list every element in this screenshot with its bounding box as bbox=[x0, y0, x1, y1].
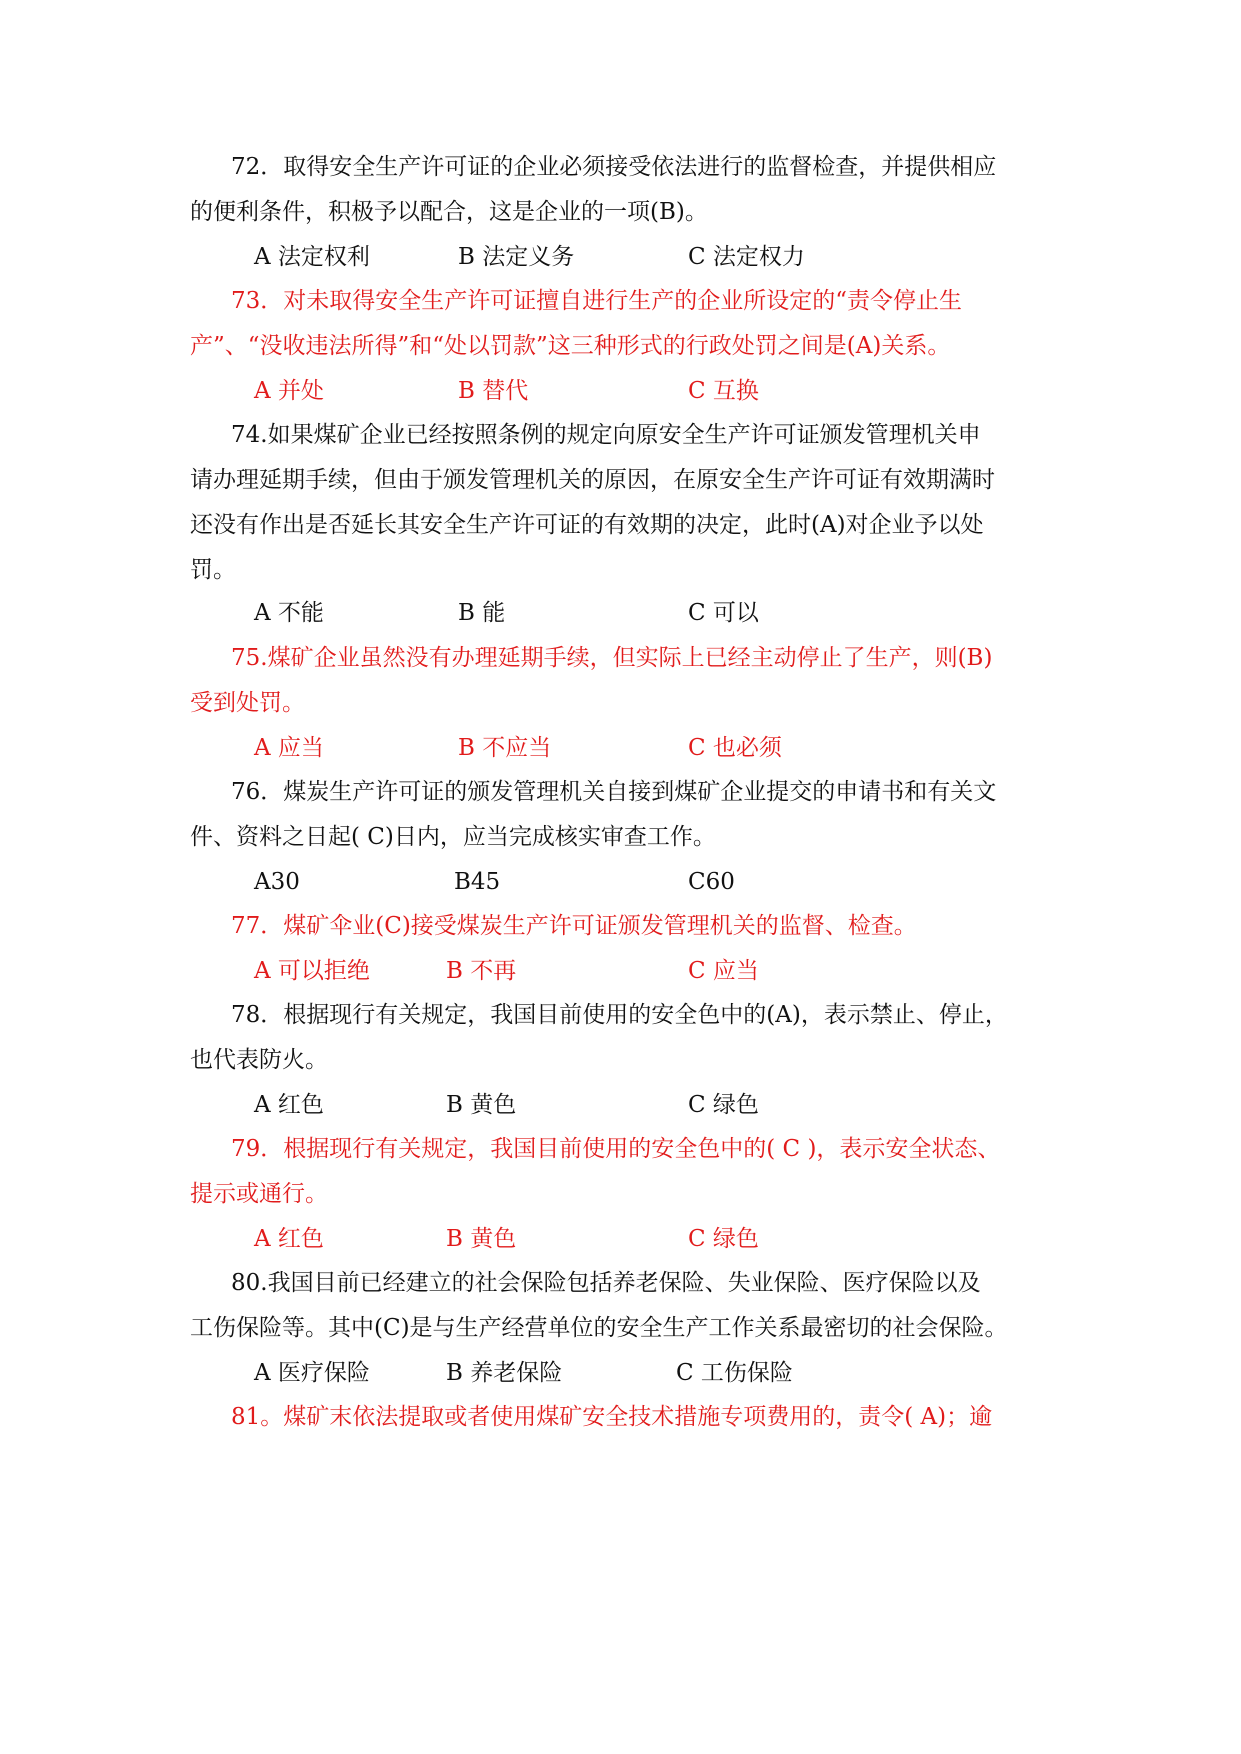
question-text-line: 75.煤矿企业虽然没有办理延期手续，但实际上已经主动停止了生产，则(B) bbox=[231, 645, 993, 671]
question-text-line: 的便利条件，积极予以配合，这是企业的一项(B)。 bbox=[190, 199, 708, 225]
option-c: C 也必须 bbox=[688, 735, 782, 761]
option-b: B 不应当 bbox=[458, 735, 552, 761]
option-a: A 并处 bbox=[254, 378, 324, 404]
question-text-line: 76．煤炭生产许可证的颁发管理机关自接到煤矿企业提交的申请书和有关文 bbox=[231, 779, 997, 805]
option-a: A 应当 bbox=[254, 735, 324, 761]
option-a: A 红色 bbox=[254, 1092, 324, 1118]
option-c: C 工伤保险 bbox=[676, 1360, 793, 1386]
option-a: A 医疗保险 bbox=[254, 1360, 370, 1386]
question-text-line: 罚。 bbox=[190, 557, 236, 583]
question-text-line: 74.如果煤矿企业已经按照条例的规定向原安全生产许可证颁发管理机关申 bbox=[231, 422, 981, 448]
question-text-line: 也代表防火。 bbox=[190, 1047, 328, 1073]
option-c: C 绿色 bbox=[688, 1092, 759, 1118]
option-c: C60 bbox=[688, 869, 735, 895]
question-text-line: 73．对未取得安全生产许可证擅自进行生产的企业所设定的“责令停止生 bbox=[231, 288, 963, 314]
question-text-line: 工伤保险等。其中(C)是与生产经营单位的安全生产工作关系最密切的社会保险。 bbox=[190, 1315, 1008, 1341]
option-c: C 可以 bbox=[688, 600, 759, 626]
question-text-line: 72．取得安全生产许可证的企业必须接受依法进行的监督检查，并提供相应 bbox=[231, 154, 997, 180]
option-b: B 黄色 bbox=[446, 1226, 517, 1252]
question-text-line: 81。煤矿末依法提取或者使用煤矿安全技术措施专项费用的，责令( A)；逾 bbox=[231, 1404, 993, 1430]
option-c: C 应当 bbox=[688, 958, 759, 984]
question-text-line: 产”、“没收违法所得”和“处以罚款”这三种形式的行政处罚之间是(A)关系。 bbox=[190, 333, 951, 359]
question-text-line: 件、资料之日起( C)日内，应当完成核实审查工作。 bbox=[190, 824, 716, 850]
option-a: A 不能 bbox=[254, 600, 324, 626]
option-c: C 法定权力 bbox=[688, 244, 805, 270]
option-b: B 法定义务 bbox=[458, 244, 575, 270]
option-a: A 可以拒绝 bbox=[254, 958, 370, 984]
question-text-line: 提示或通行。 bbox=[190, 1181, 328, 1207]
option-c: C 绿色 bbox=[688, 1226, 759, 1252]
question-text-line: 受到处罚。 bbox=[190, 690, 305, 716]
question-text-line: 77．煤矿伞业(C)接受煤炭生产许可证颁发管理机关的监督、检查。 bbox=[231, 913, 917, 939]
option-a: A 红色 bbox=[254, 1226, 324, 1252]
option-a: A 法定权利 bbox=[254, 244, 370, 270]
option-b: B 替代 bbox=[458, 378, 529, 404]
option-b: B 黄色 bbox=[446, 1092, 517, 1118]
option-b: B 能 bbox=[458, 600, 506, 626]
question-text-line: 请办理延期手续，但由于颁发管理机关的原因，在原安全生产许可证有效期满时 bbox=[190, 467, 995, 493]
option-b: B45 bbox=[454, 869, 501, 895]
question-text-line: 79．根据现行有关规定，我国目前使用的安全色中的( C )，表示安全状态、 bbox=[231, 1136, 1001, 1162]
question-text-line: 78．根据现行有关规定，我国目前使用的安全色中的(A)，表示禁止、停止， bbox=[231, 1002, 1008, 1028]
option-b: B 不再 bbox=[446, 958, 517, 984]
option-b: B 养老保险 bbox=[446, 1360, 563, 1386]
question-text-line: 80.我国目前已经建立的社会保险包括养老保险、失业保险、医疗保险以及 bbox=[231, 1270, 981, 1296]
option-c: C 互换 bbox=[688, 378, 759, 404]
option-a: A30 bbox=[254, 869, 300, 895]
question-text-line: 还没有作出是否延长其安全生产许可证的有效期的决定，此时(A)对企业予以处 bbox=[190, 512, 984, 538]
